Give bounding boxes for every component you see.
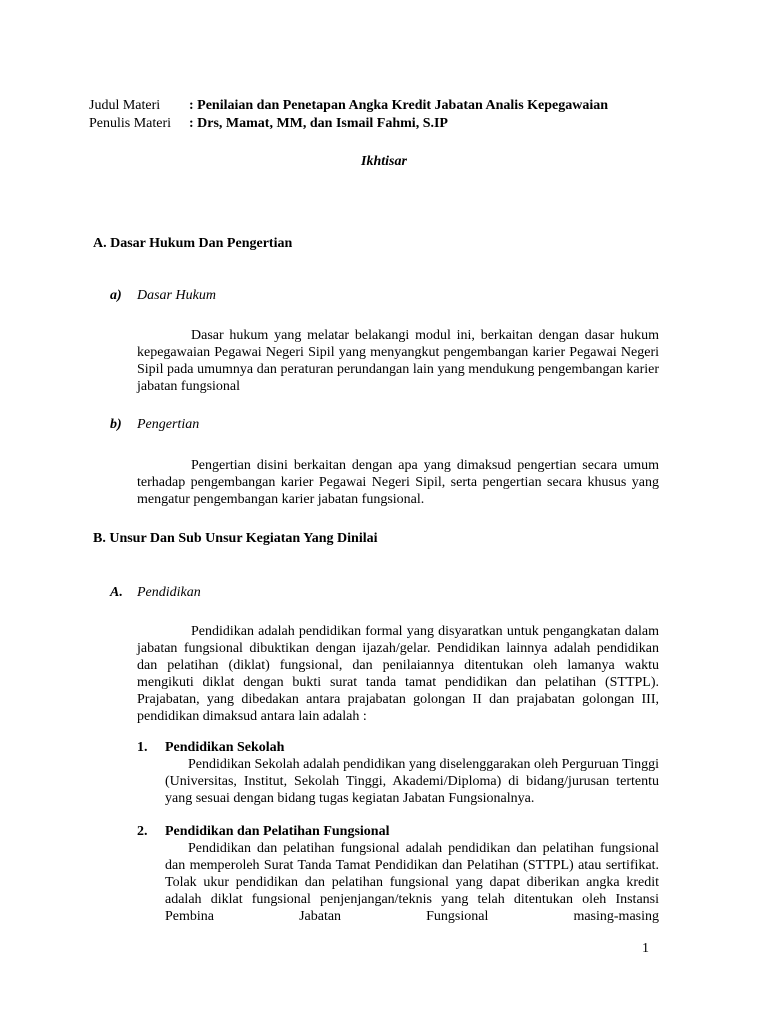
judul-value: : Penilaian dan Penetapan Angka Kredit Jabatan Analis Kepegawaian (189, 98, 609, 113)
list-item-1-number: 1. (137, 740, 148, 755)
penulis-label: Penulis Materi (89, 116, 172, 131)
dasar-hukum-paragraph: Dasar hukum yang melatar belakangi modul ini, berkaitan dengan dasar hukum kepegawaian Pegawai Negeri Sipil yang menyangkut pengembangan karier Pegawai Negeri Sipil pada umumnya dan peraturan perundangan lain yang mendukung pengembangan karier jabatan fungsional (137, 328, 659, 394)
section-b-heading: B. Unsur Dan Sub Unsur Kegiatan Yang Dinilai (93, 531, 378, 546)
sub-pendidikan-title: Pendidikan (137, 585, 201, 600)
sub-pendidikan-marker: A. (110, 585, 123, 600)
section-a-heading: A. Dasar Hukum Dan Pengertian (93, 236, 293, 251)
list-item-2-body: Pendidikan dan pelatihan fungsional adalah pendidikan dan pelatihan fungsional dan memperoleh Surat Tanda Tamat Pendidikan dan Pelatihan (STTPL) atau sertifikat. Tolak ukur pendidikan dan pelatihan fungsional yang dapat diberikan angka kredit adalah diklat fungsional penjenjangan/teknis yang telah ditentukan oleh Instansi Pembina Jabatan Fungsional masing-masing (165, 841, 659, 924)
sub-a-title: Dasar Hukum (137, 288, 216, 303)
list-item-1-title: Pendidikan Sekolah (165, 740, 285, 755)
page-number: 1 (642, 941, 649, 956)
list-item-1-body: Pendidikan Sekolah adalah pendidikan yang diselenggarakan oleh Perguruan Tinggi (Universitas, Institut, Sekolah Tinggi, Akademi/Diploma) di bidang/jurusan tertentu yang sesuai dengan bidang tugas kegiatan Jabatan Fungsionalnya. (165, 757, 659, 806)
list-item-2-title: Pendidikan dan Pelatihan Fungsional (165, 824, 390, 839)
judul-label: Judul Materi (89, 98, 161, 113)
pengertian-paragraph: Pengertian disini berkaitan dengan apa yang dimaksud pengertian secara umum terhadap pengembangan karier Pegawai Negeri Sipil, serta pengertian secara khusus yang mengatur pengembangan karier jabatan fungsional. (137, 458, 659, 507)
sub-a-marker: a) (110, 288, 122, 303)
penulis-value: : Drs, Mamat, MM, dan Ismail Fahmi, S.IP (189, 116, 448, 131)
pendidikan-paragraph: Pendidikan adalah pendidikan formal yang disyaratkan untuk pengangkatan dalam jabatan fungsional dibuktikan dengan ijazah/gelar. Pendidikan lainnya adalah pendidikan dan pelatihan (diklat) fungsional, dan penilaiannya ditentukan oleh lamanya waktu mengikuti diklat dengan bukti surat tanda tamat pendidikan dan pelatihan (STTPL). Prajabatan, yang dibedakan antara prajabatan golongan II dan prajabatan golongan III, pendidikan dimaksud antara lain adalah : (137, 624, 659, 724)
list-item-2-number: 2. (137, 824, 148, 839)
sub-b-marker: b) (110, 417, 122, 432)
ikhtisar-title: Ikhtisar (361, 154, 407, 169)
sub-b-title: Pengertian (137, 417, 200, 432)
